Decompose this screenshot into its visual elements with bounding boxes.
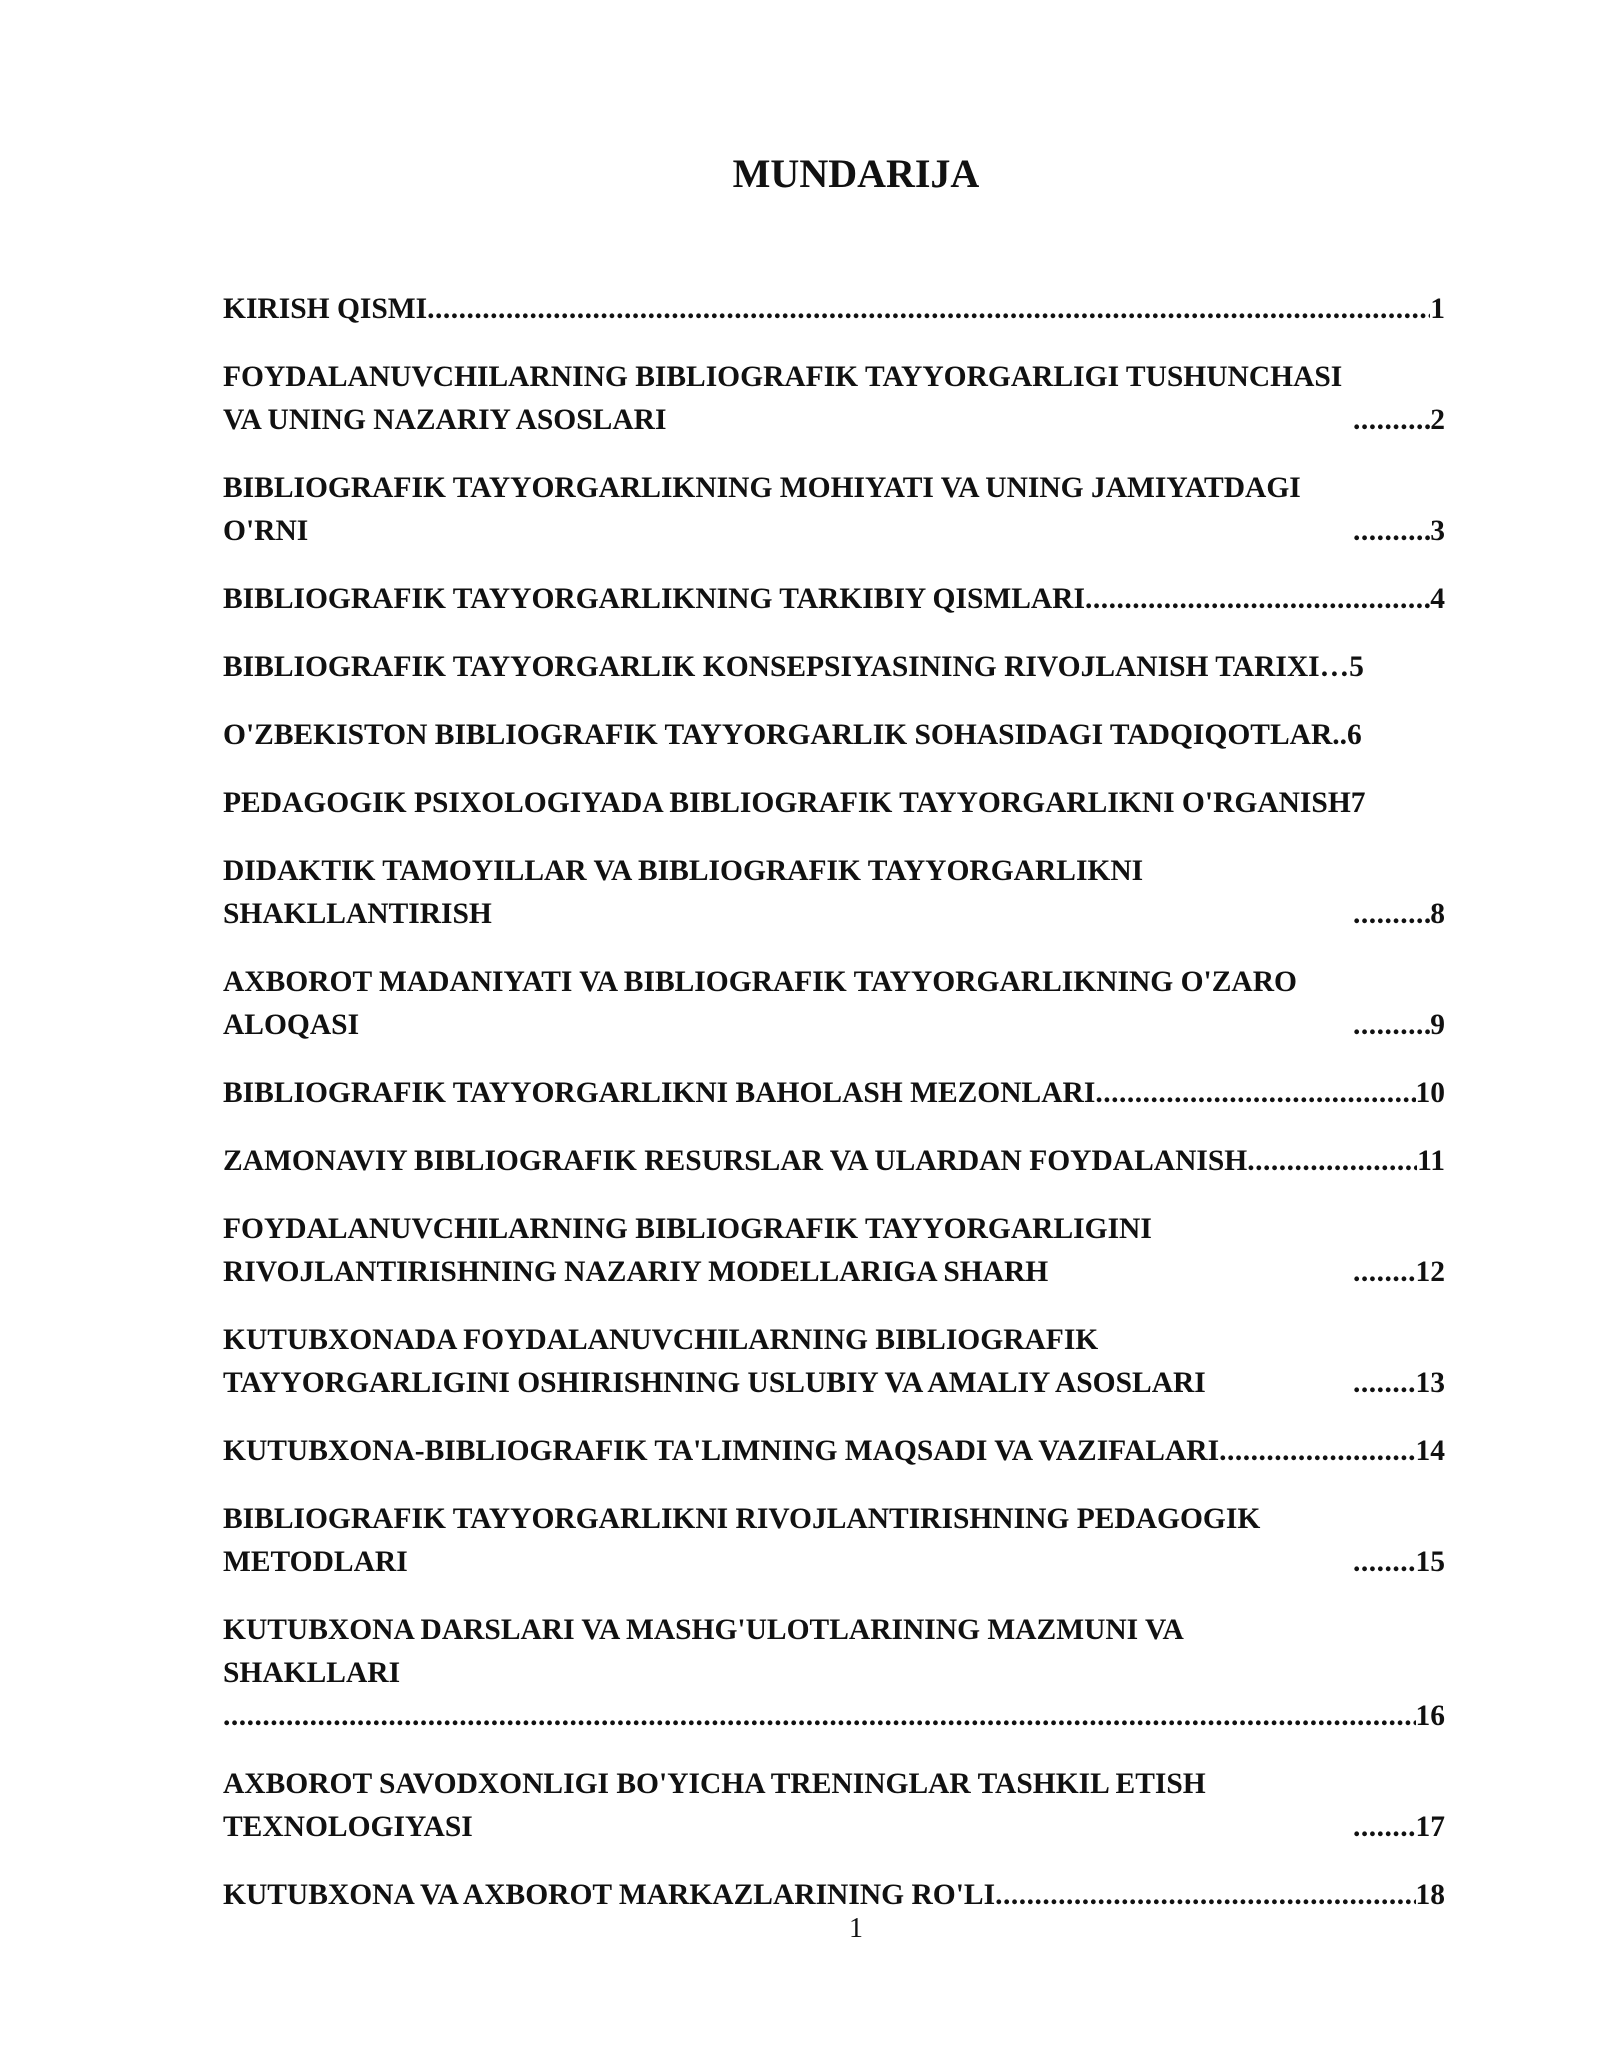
- toc-entry: [223, 1208, 1445, 1294]
- toc-leader-row: [223, 1695, 1445, 1738]
- toc-dot-leader: [223, 1695, 1416, 1738]
- toc-entry-title: KUTUBXONA VA AXBOROT MARKAZLARINING RO'LI: [223, 1879, 996, 1911]
- toc-entry: [223, 1140, 1445, 1183]
- toc-entry-title: BIBLIOGRAFIK TAYYORGARLIKNI BAHOLASH MEZONLARI: [223, 1077, 1096, 1109]
- toc-entry-page: 3: [1430, 515, 1445, 547]
- toc-dot-leader: [1353, 1251, 1416, 1294]
- toc-entry-title: AXBOROT MADANIYATI VA BIBLIOGRAFIK TAYYORGARLIKNING O'ZARO ALOQASI: [223, 966, 1297, 1041]
- toc-entry-page: …5: [1319, 651, 1364, 683]
- toc-entry-page: ..6: [1332, 719, 1362, 751]
- page-title: MUNDARIJA: [732, 151, 980, 196]
- toc-entry-page: 9: [1430, 1009, 1445, 1041]
- toc-entry-page: 15: [1415, 1546, 1445, 1578]
- toc-entry-page: 1: [1430, 293, 1445, 325]
- toc-entry: [223, 850, 1445, 936]
- toc-entry-page: 8: [1430, 898, 1445, 930]
- toc-entry: [223, 1498, 1445, 1584]
- toc-dot-leader: [1353, 1004, 1430, 1047]
- toc-entry-page: 2: [1430, 404, 1445, 436]
- toc-entry: [223, 356, 1445, 442]
- toc-entry-title: PEDAGOGIK PSIXOLOGIYADA BIBLIOGRAFIK TAYYORGARLIKNI O'RGANISH: [223, 787, 1351, 819]
- toc-dot-leader: [1353, 1362, 1416, 1405]
- toc-dot-leader: [1085, 578, 1430, 621]
- toc-entry: [223, 646, 1445, 689]
- toc-entry-title: KUTUBXONA-BIBLIOGRAFIK TA'LIMNING MAQSADI VA VAZIFALARI: [223, 1435, 1220, 1467]
- toc-entry-page: 14: [1415, 1435, 1445, 1467]
- toc-entry: [223, 1430, 1445, 1473]
- toc-entry-page: 10: [1415, 1077, 1445, 1109]
- toc-entry-title: KIRISH QISMI: [223, 293, 428, 325]
- toc-dot-leader: [1353, 510, 1430, 553]
- toc-entry: [223, 1319, 1445, 1405]
- toc-entry: [223, 1609, 1473, 1738]
- toc-entry-page: 11: [1417, 1145, 1445, 1177]
- toc-entry-page: 4: [1430, 583, 1445, 615]
- toc-entry-page: 13: [1415, 1367, 1445, 1399]
- toc-entry-title: BIBLIOGRAFIK TAYYORGARLIK KONSEPSIYASINING RIVOJLANISH TARIXI: [223, 651, 1320, 683]
- toc-dot-leader: [1219, 1430, 1415, 1473]
- toc-dot-leader: [427, 288, 1430, 331]
- toc-dot-leader: [1353, 1806, 1416, 1849]
- toc-entry: [223, 1763, 1445, 1849]
- table-of-contents: [223, 288, 1445, 1942]
- toc-entry-title: BIBLIOGRAFIK TAYYORGARLIKNING MOHIYATI VA UNING JAMIYATDAGI O'RNI: [223, 472, 1301, 547]
- page-number: 1: [849, 1913, 863, 1944]
- toc-entry: [223, 961, 1445, 1047]
- toc-entry-title: O'ZBEKISTON BIBLIOGRAFIK TAYYORGARLIK SOHASIDAGI TADQIQOTLAR: [223, 719, 1333, 751]
- toc-entry: [223, 467, 1445, 553]
- toc-entry-page: 7: [1350, 787, 1366, 819]
- toc-entry-page: 17: [1415, 1811, 1445, 1843]
- toc-entry-title: ZAMONAVIY BIBLIOGRAFIK RESURSLAR VA ULARDAN FOYDALANISH: [223, 1145, 1248, 1177]
- toc-entry: [223, 1072, 1445, 1115]
- toc-entry-title: FOYDALANUVCHILARNING BIBLIOGRAFIK TAYYORGARLIGI TUSHUNCHASI VA UNING NAZARIY ASOSLARI: [223, 361, 1343, 436]
- toc-dot-leader: [1095, 1072, 1415, 1115]
- toc-dot-leader: [1353, 893, 1430, 936]
- toc-entry: [223, 288, 1445, 331]
- toc-entry-title: DIDAKTIK TAMOYILLAR VA BIBLIOGRAFIK TAYYORGARLIKNI SHAKLLANTIRISH: [223, 855, 1144, 930]
- toc-entry-page: 12: [1415, 1256, 1445, 1288]
- toc-entry-page: 16: [1415, 1700, 1445, 1732]
- toc-entry: [223, 782, 1445, 825]
- toc-entry-title: KUTUBXONADA FOYDALANUVCHILARNING BIBLIOGRAFIK TAYYORGARLIGINI OSHIRISHNING USLUBIY VA AMALIY ASOSLARI: [223, 1324, 1206, 1399]
- toc-entry-title: BIBLIOGRAFIK TAYYORGARLIKNI RIVOJLANTIRISHNING PEDAGOGIK METODLARI: [223, 1503, 1261, 1578]
- toc-entry-title: BIBLIOGRAFIK TAYYORGARLIKNING TARKIBIY QISMLARI: [223, 583, 1085, 615]
- toc-dot-leader: [1353, 1541, 1416, 1584]
- toc-dot-leader: [1247, 1140, 1417, 1183]
- toc-entry-title: FOYDALANUVCHILARNING BIBLIOGRAFIK TAYYORGARLIGINI RIVOJLANTIRISHNING NAZARIY MODELLARIGA SHARH: [223, 1213, 1152, 1288]
- toc-entry-page: 18: [1415, 1879, 1445, 1911]
- toc-dot-leader: [1353, 399, 1430, 442]
- toc-entry-title: KUTUBXONA DARSLARI VA MASHG'ULOTLARINING MAZMUNI VA SHAKLLARI: [223, 1614, 1183, 1689]
- toc-entry: [223, 714, 1445, 757]
- toc-entry: [223, 578, 1445, 621]
- toc-entry-title: AXBOROT SAVODXONLIGI BO'YICHA TRENINGLAR TASHKIL ETISH TEXNOLOGIYASI: [223, 1768, 1206, 1843]
